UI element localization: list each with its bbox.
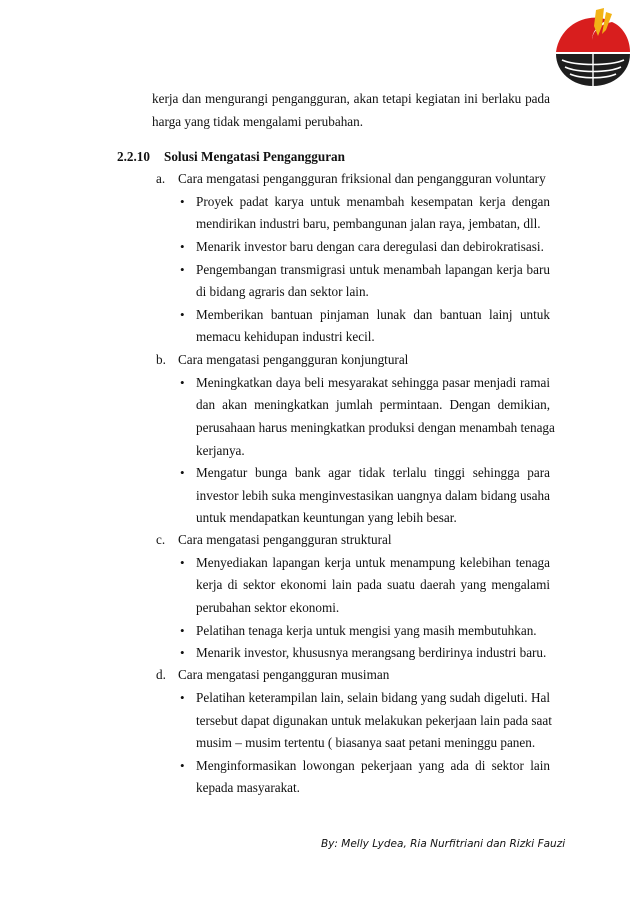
bullet-icon: • [180, 758, 185, 773]
list-item-line: Mengatur bunga bank agar tidak terlalu tinggi sehingga para [196, 465, 550, 480]
list-item-line: mendirikan industri baru, pembangunan jalan raya, jembatan, dll. [196, 216, 541, 231]
list-item-line: memacu kehidupan industri kecil. [196, 329, 375, 344]
list-item-line: dan akan meningkatkan jumlah permintaan. Dengan demikian, [196, 397, 550, 412]
list-item-line: di bidang agraris dan sektor lain. [196, 284, 369, 299]
list-item-line: musim – musim tertentu ( biasanya saat petani meninggu panen. [196, 735, 536, 750]
bullet-icon: • [180, 307, 185, 322]
subsection-title: Cara mengatasi pengangguran struktural [178, 532, 392, 547]
list-item-line: Pelatihan tenaga kerja untuk mengisi yang masih membutuhkan. [196, 623, 537, 638]
subsection-label: d. [156, 667, 166, 682]
list-item-line: Menginformasikan lowongan pekerjaan yang ada di sektor lain [196, 758, 550, 773]
list-item-line: perusahaan harus meningkatkan produksi dengan menambah tenaga [196, 420, 555, 435]
list-item-line: kepada masyarakat. [196, 780, 300, 795]
subsection-label: b. [156, 352, 166, 367]
list-item-line: kerja di sektor ekonomi lain pada suatu daerah yang mengalami [196, 577, 550, 592]
bullet-icon: • [180, 555, 185, 570]
bullet-icon: • [180, 690, 185, 705]
bullet-icon: • [180, 623, 185, 638]
list-item-line: Menarik investor, khususnya merangsang berdirinya industri baru. [196, 645, 547, 660]
footer-credit: By: Melly Lydea, Ria Nurfitriani dan Rizki Fauzi [321, 838, 566, 850]
list-item-line: kerjanya. [196, 443, 245, 458]
intro-line-2: harga yang tidak mengalami perubahan. [152, 114, 364, 129]
list-item-line: untuk mendapatkan keuntungan yang lebih besar. [196, 510, 457, 525]
bullet-icon: • [180, 375, 185, 390]
subsection-title: Cara mengatasi pengangguran konjungtural [178, 352, 409, 367]
list-item-line: Meningkatkan daya beli mesyarakat sehingga pasar menjadi ramai [196, 375, 550, 390]
list-item-line: investor lebih suka menginvestasikan uangnya dalam bidang usaha [196, 488, 550, 503]
bullet-icon: • [180, 194, 185, 209]
list-item-line: tersebut dapat digunakan untuk melakukan pekerjaan lain pada saat [196, 713, 552, 728]
subsection-title: Cara mengatasi pengangguran friksional dan pengangguran voluntary [178, 171, 546, 186]
list-item-line: Pelatihan keterampilan lain, selain bidang yang sudah digeluti. Hal [196, 690, 550, 705]
bullet-icon: • [180, 645, 185, 660]
subsection-label: c. [156, 532, 166, 547]
bullet-icon: • [180, 239, 185, 254]
subsection-title: Cara mengatasi pengangguran musiman [178, 667, 390, 682]
university-emblem-icon [552, 6, 634, 88]
bullet-icon: • [180, 262, 185, 277]
section-number: 2.2.10 [117, 149, 150, 164]
list-item-line: Pengembangan transmigrasi untuk menambah lapangan kerja baru [196, 262, 550, 277]
section-title: Solusi Mengatasi Pengangguran [164, 149, 345, 164]
intro-line-1: kerja dan mengurangi pengangguran, akan tetapi kegiatan ini berlaku pada [152, 91, 550, 106]
list-item-line: Menyediakan lapangan kerja untuk menampung kelebihan tenaga [196, 555, 550, 570]
bullet-icon: • [180, 465, 185, 480]
list-item-line: Proyek padat karya untuk menambah kesempatan kerja dengan [196, 194, 550, 209]
list-item-line: perubahan sektor ekonomi. [196, 600, 340, 615]
subsection-label: a. [156, 171, 166, 186]
list-item-line: Memberikan bantuan pinjaman lunak dan bantuan lainj untuk [196, 307, 550, 322]
list-item-line: Menarik investor baru dengan cara deregulasi dan debirokratisasi. [196, 239, 544, 254]
